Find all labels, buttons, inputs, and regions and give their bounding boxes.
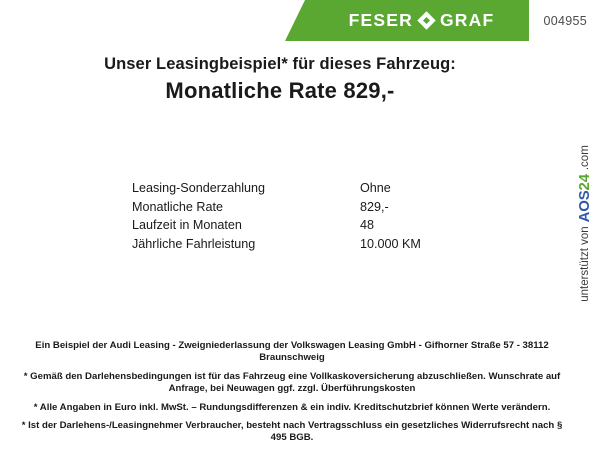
leasing-specs-table	[132, 180, 421, 254]
spec-value: 10.000 KM	[360, 236, 421, 251]
footnotes	[16, 340, 568, 445]
leasing-specs	[132, 180, 421, 254]
table-row	[132, 217, 421, 236]
footnote-prices: * Alle Angaben in Euro inkl. MwSt. – Rundungsdifferenzen & ein indiv. Kreditschutzbrief können Werte verändern.	[33, 401, 551, 413]
table-row	[132, 199, 421, 218]
spec-label: Monatliche Rate	[132, 199, 224, 214]
spec-label: Leasing-Sonderzahlung	[132, 181, 266, 195]
document-number: 004955	[543, 13, 587, 28]
aos24-logo-accent: 24	[575, 173, 593, 190]
dealer-logo-text	[349, 10, 495, 31]
spec-value: Ohne	[360, 181, 391, 195]
document-header	[0, 0, 600, 41]
sponsor-note-inner	[576, 145, 593, 302]
footnote-lessor: Ein Beispiel der Audi Leasing - Zweigniederlassung der Volkswagen Leasing GmbH - Gifhorner Straße 57 - 38112 Braunschweig	[35, 340, 549, 364]
spec-label: Jährliche Fahrleistung	[132, 236, 256, 251]
dealer-name-left: FESER	[348, 10, 413, 30]
page-title: Unser Leasingbeispiel* für dieses Fahrzeug:	[104, 55, 456, 73]
spec-label: Laufzeit in Monaten	[132, 218, 242, 232]
spec-value: 48	[360, 218, 375, 232]
title-block	[0, 55, 560, 104]
footnote-withdrawal: * Ist der Darlehens-/Leasingnehmer Verbraucher, besteht nach Vertragsschluss ein gesetzliches Widerrufsrecht nach § 495 BGB.	[21, 420, 563, 444]
aos24-logo-suffix: .com	[578, 144, 590, 170]
sponsor-note	[570, 128, 598, 318]
monthly-rate-headline: Monatliche Rate 829,-	[165, 78, 395, 103]
dealer-logo	[305, 0, 529, 41]
aos24-logo	[576, 174, 593, 222]
dealer-name-right: GRAF	[439, 10, 495, 30]
diamond-icon	[417, 11, 435, 29]
table-row	[132, 180, 421, 199]
table-row	[132, 236, 421, 255]
spec-value: 829,-	[360, 199, 389, 214]
aos24-logo-main: AOS	[575, 189, 593, 222]
sponsor-prefix: unterstützt von	[578, 225, 590, 302]
footnote-insurance: * Gemäß den Darlehensbedingungen ist für das Fahrzeug eine Vollkaskoversicherung abzuschließen. Wunschrate auf Anfrage, bei Neuwagen ggf. zzgl. Überführungskosten	[23, 370, 561, 395]
